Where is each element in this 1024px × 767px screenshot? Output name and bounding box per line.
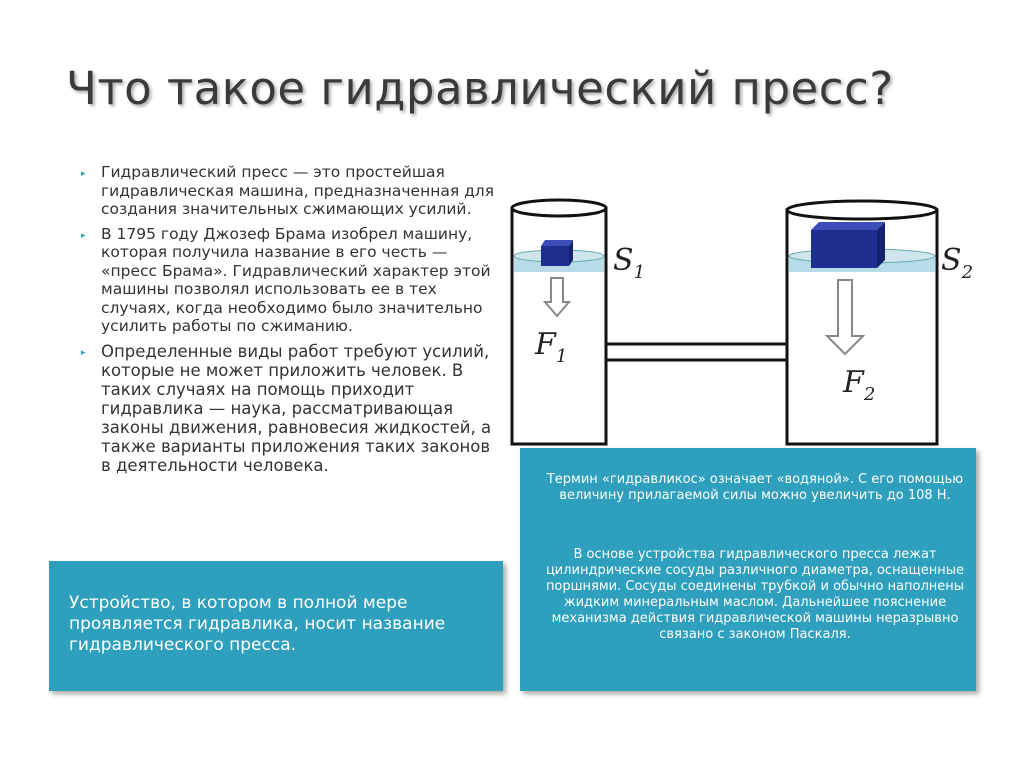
slide-title: Что такое гидравлический пресс? <box>66 62 894 115</box>
arrow-bullet-icon: ▸ <box>81 347 86 358</box>
bullet-item <box>76 342 496 475</box>
f1-label: $F_1$ <box>535 327 568 367</box>
bullet-text: Гидравлический пресс — это простейшая гидравлическая машина, предназначенная для создания значительных сжимающих усилий. <box>101 163 495 218</box>
bullet-list <box>76 163 496 481</box>
large-cylinder-top <box>787 201 937 219</box>
info-device-text: В основе устройства гидравлического пресса лежат цилиндрические сосуды различного диаметра, оснащенные поршнями. Сосуды соединены трубкой и обычно наполнены жидким минеральным маслом. Дальнейшее пояснение механизма действия гидравлической машины неразрывно связано с законом Паскаля. <box>545 547 965 642</box>
large-block-side <box>877 222 885 268</box>
bullet-text: Определенные виды работ требуют усилий, которые не может приложить человек. В таких случаях на помощь приходит гидравлика — наука, рассматривающая законы движения, равновесия жидкостей, а также варианты приложения таких законов в деятельности человека. <box>101 341 492 475</box>
info-box-left <box>49 561 503 691</box>
info-box-right <box>520 448 976 691</box>
bullet-item <box>76 225 496 336</box>
small-cylinder-top <box>512 200 606 216</box>
info-term-text: Термин «гидравликос» означает «водяной». С его помощью величину прилагаемой силы можно увеличить до 108 Н. <box>546 472 964 503</box>
arrow-bullet-icon: ▸ <box>81 230 86 241</box>
definition-text: Устройство, в котором в полной мере проявляется гидравлика, носит название гидравлического пресса. <box>69 593 446 655</box>
f2-label: $F_2$ <box>843 365 876 405</box>
bullet-text: В 1795 году Джозеф Брама изобрел машину, которая получила название в его честь — «пресс Брама». Гидравлический характер этой машины позволял использовать ее в тех случаях, когда необходимо было значительно усилить работы по сжиманию. <box>101 224 491 335</box>
s2-label: $S_2$ <box>941 243 974 283</box>
large-block <box>811 230 877 268</box>
s1-label: $S_1$ <box>613 243 646 283</box>
small-block-top <box>541 240 573 246</box>
bullet-item <box>76 163 496 219</box>
hydraulic-press-diagram <box>505 190 987 448</box>
arrow-bullet-icon: ▸ <box>81 169 86 179</box>
small-block <box>541 246 569 266</box>
large-block-top <box>811 222 885 230</box>
